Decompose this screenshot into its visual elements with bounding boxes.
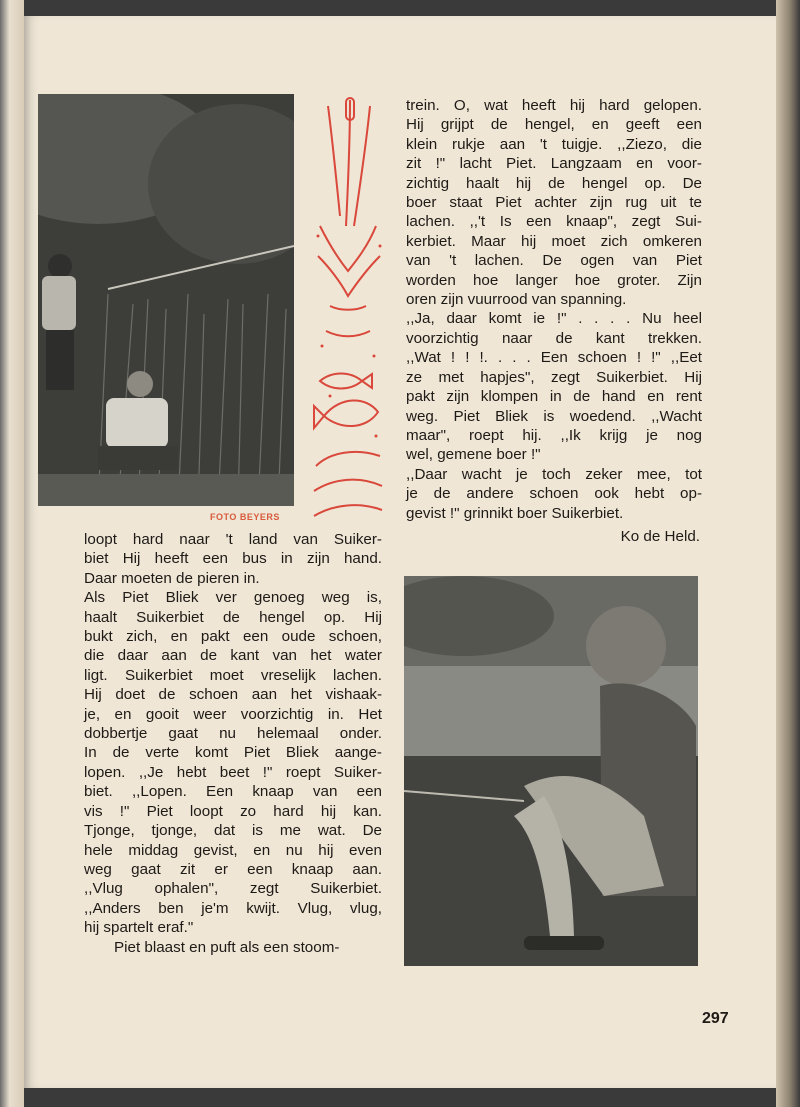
text-line: trein. O, wat heeft hij hard gelopen. [406, 97, 702, 114]
text-line: ,,Ja, daar komt ie !" . . . . Nu heel [406, 310, 702, 328]
text-line: oren zijn vuurrood van spanning. [406, 291, 627, 309]
text-column-right [406, 96, 702, 546]
text-line: hij spartelt eraf." [84, 919, 194, 937]
text-line: maar", roept hij. ,,Ik krijg je nog [406, 426, 702, 444]
book-spine-left [0, 0, 24, 1107]
text-line: bukt zich, en pakt een oude schoen, [84, 628, 382, 646]
text-line: boer staat Piet achter zijn rug uit te [406, 194, 702, 212]
text-line: hele middag gevist, en nu hij even [84, 841, 382, 859]
text-line: ,,Daar wacht je toch zeker mee, tot [406, 465, 702, 483]
text-line: In de verte komt Piet Bliek aange- [84, 744, 382, 762]
photo-boys-fishing [38, 94, 294, 506]
text-line: pakt zijn klompen in de hand en rent [406, 388, 702, 406]
photo-boy-fishing [404, 576, 698, 966]
page-edge-right [776, 0, 800, 1107]
text-line: lachen. ,,'t Is een knaap", zegt Sui- [406, 213, 702, 231]
text-line: Tjonge, tjonge, dat is me wat. De [84, 822, 382, 840]
text-line: voorzichtig naar de kant trekken. [406, 329, 702, 347]
text-line: ligt. Suikerbiet moet vreselijk lachen. [84, 666, 382, 684]
text-line: dobbertje gaat nu helemaal onder. [84, 725, 382, 743]
text-line: Daar moeten de pieren in. [84, 569, 260, 587]
text-line: worden hoe langer hoe groter. Zijn [406, 271, 702, 289]
text-line: Hij grijpt de hengel, en geeft een [406, 116, 702, 134]
text-line: haalt Suikerbiet de hengel op. Hij [84, 608, 382, 626]
text-line: biet. ,,Lopen. Een knaap van een [84, 783, 382, 801]
text-line: ,,Wat ! ! !. . . . Een schoen ! !" ,,Eet [406, 349, 702, 367]
text-line: ,,Anders ben je'm kwijt. Vlug, vlug, [84, 899, 382, 917]
text-line: Piet blaast en puft als een stoom- [114, 938, 340, 956]
text-line: weg. Piet Bliek is woedend. ,,Wacht [406, 407, 702, 425]
text-line: lopen. ,,Je hebt beet !" roept Suiker- [84, 763, 382, 781]
text-line: die daar aan de kant van het water [84, 647, 382, 665]
text-line: zit !" lacht Piet. Langzaam en voor- [406, 155, 702, 173]
text-line: ,,Vlug ophalen", zegt Suikerbiet. [84, 880, 382, 898]
text-line: zichtig haalt hij de hengel op. De [406, 174, 702, 192]
photo-caption: FOTO BEYERS [210, 512, 280, 522]
text-line: wel, gemene boer !" [406, 446, 541, 464]
text-line: weg gaat zit er een knaap aan. [84, 860, 382, 878]
text-line: loopt hard naar 't land van Suiker- [84, 531, 382, 548]
decorative-reed-fish-ornament [310, 96, 386, 522]
text-line: je, en gooit weer voorzichtig in. Het [84, 705, 382, 723]
text-line: biet Hij heeft een bus in zijn hand. [84, 550, 382, 568]
page-number: 297 [702, 1010, 729, 1027]
text-line: Hij doet de schoen aan het vishaak- [84, 686, 382, 704]
book-page [24, 16, 776, 1088]
author-signature: Ko de Held. [620, 527, 700, 545]
text-line: gevist !" grinnikt boer Suikerbiet. [406, 504, 624, 522]
text-line: van 't lachen. De ogen van Piet [406, 252, 702, 270]
text-column-left [84, 530, 382, 957]
text-line: vis !" Piet loopt zo hard hij kan. [84, 802, 382, 820]
text-line: klein rukje aan 't tuigje. ,,Ziezo, die [406, 135, 702, 153]
text-line: Als Piet Bliek ver genoeg weg is, [84, 589, 382, 607]
text-line: je de andere schoen ook hebt op- [406, 485, 702, 503]
text-line: kerbiet. Maar hij moet zich omkeren [406, 232, 702, 250]
text-line: ze met hapjes", zegt Suikerbiet. Hij [406, 368, 702, 386]
